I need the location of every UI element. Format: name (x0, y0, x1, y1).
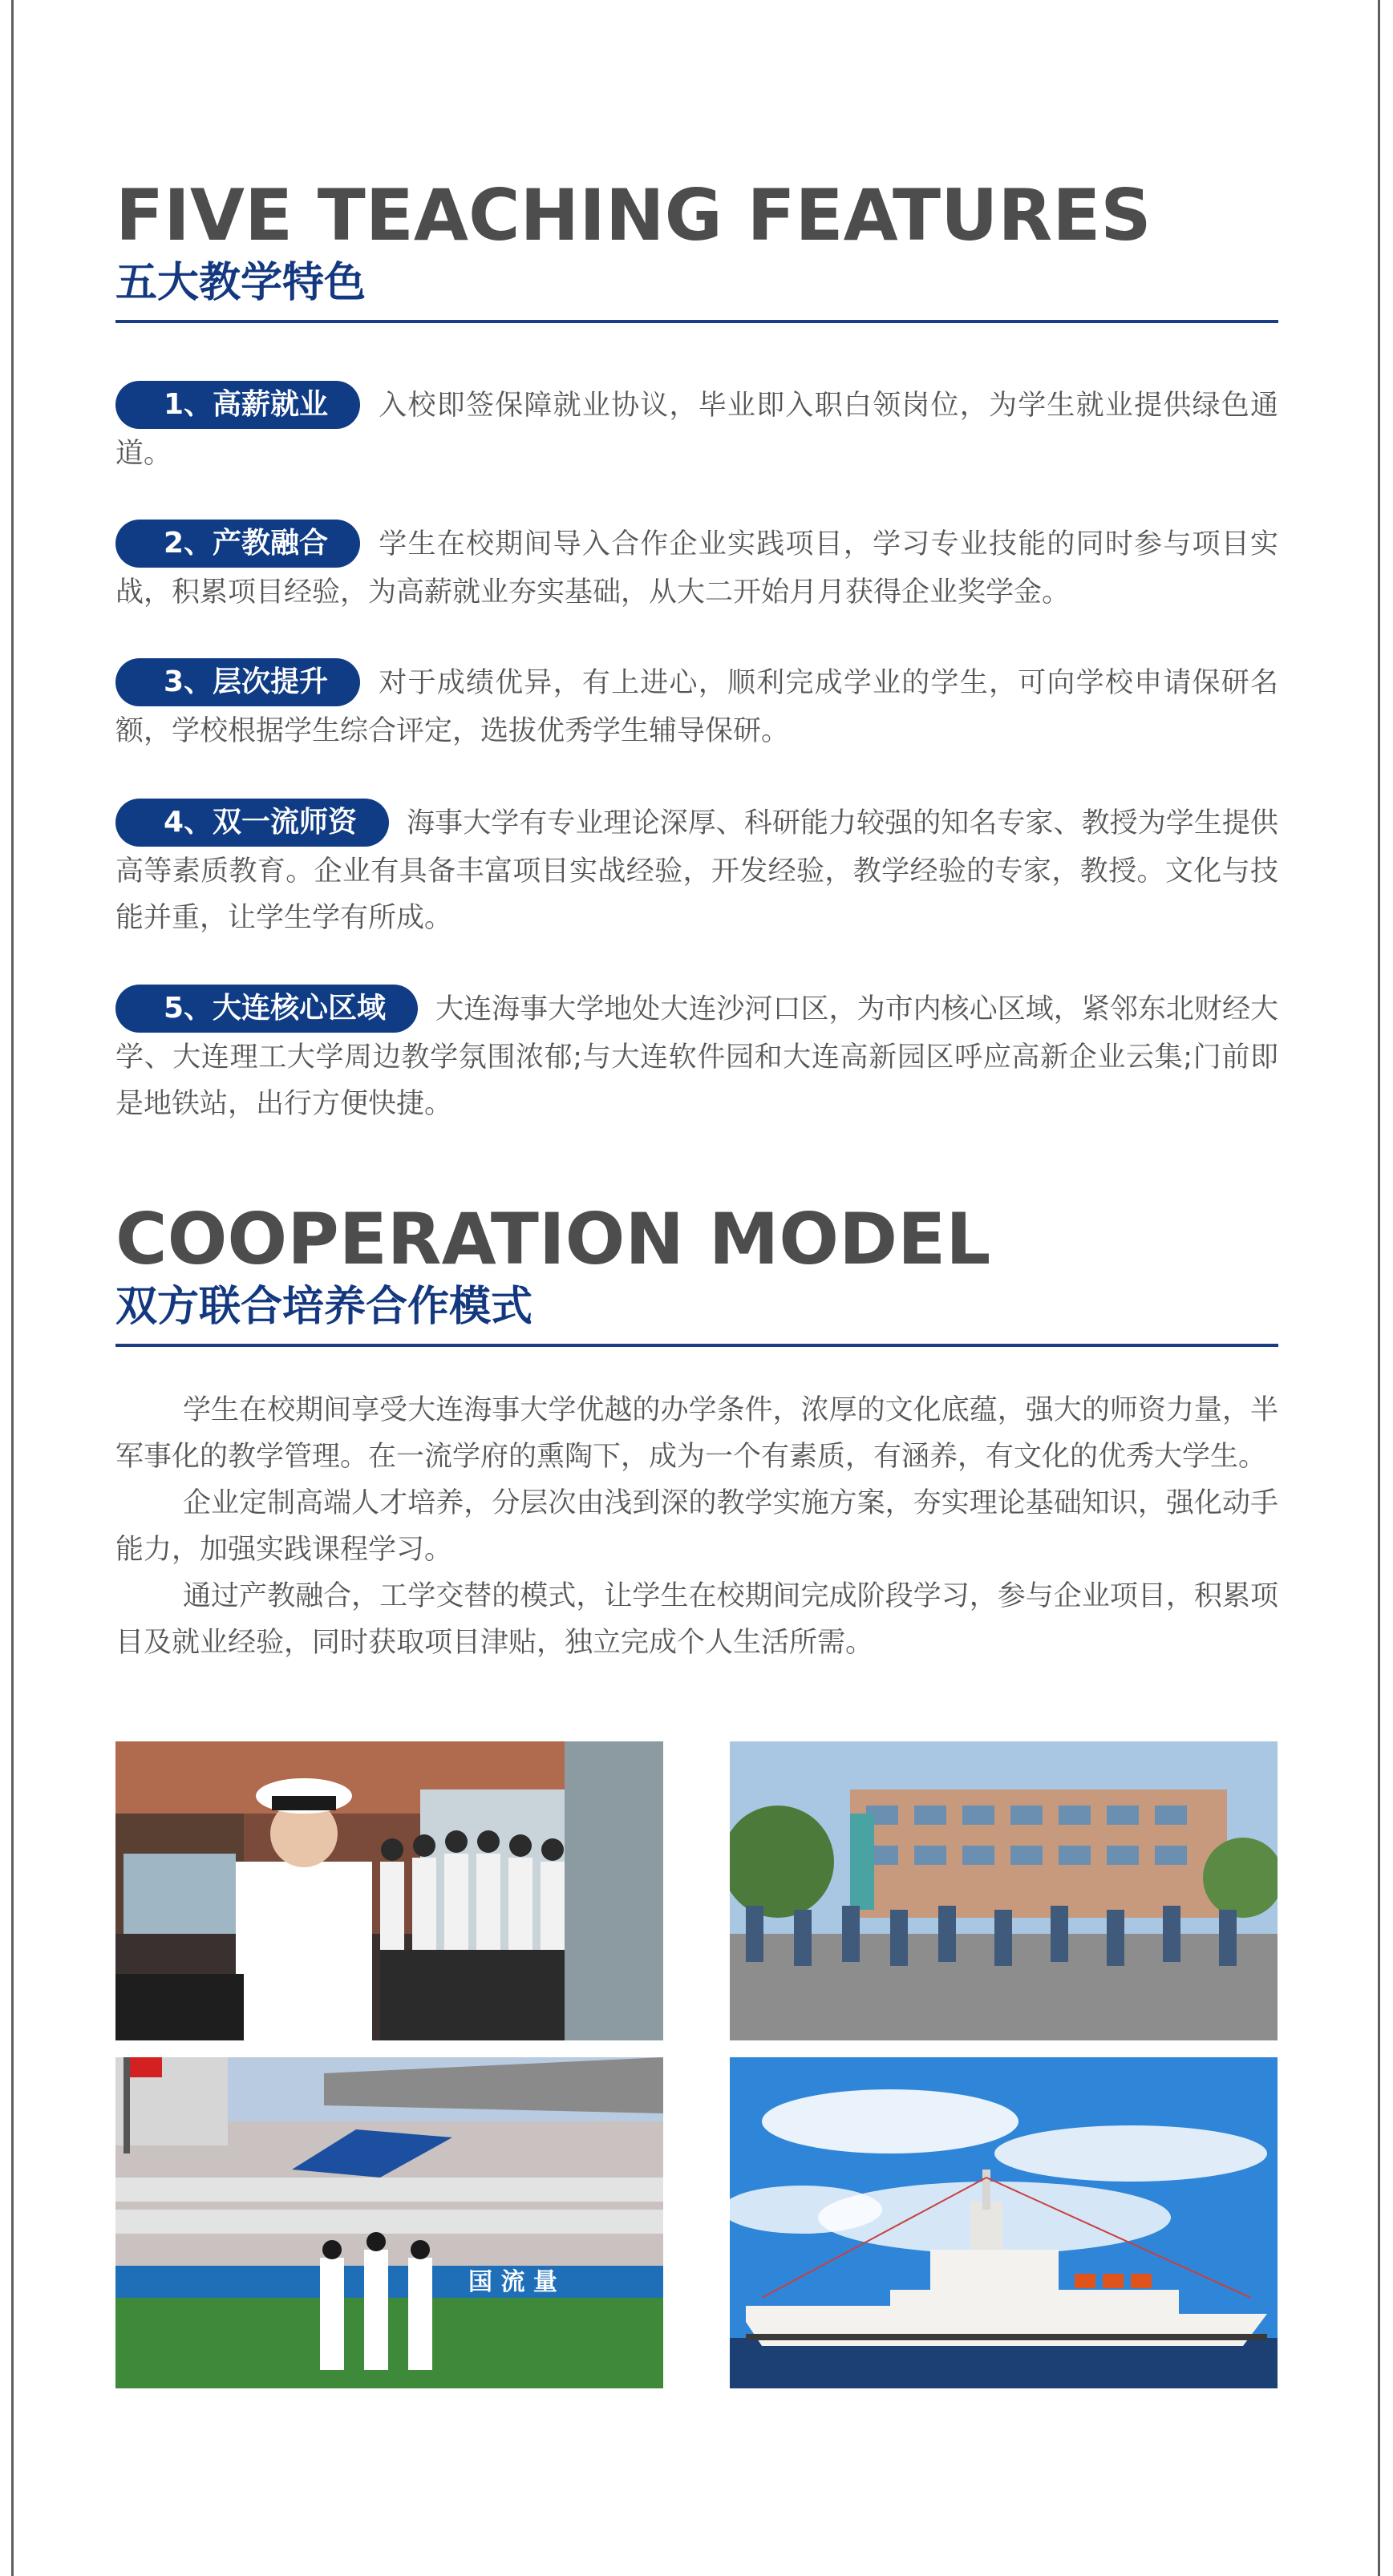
features-title-cn: 五大教学特色 (115, 259, 366, 307)
feature-item-1 (115, 382, 1278, 477)
photo-military-drill (730, 1741, 1278, 2040)
feature-text: 学生在校期间导入合作企业实践项目，学习专业技能的同时参与项目实战，积累项目经验，为高薪就业夯实基础，从大二开始月月获得企业奖学金。 (115, 528, 1278, 609)
feature-item-3 (115, 660, 1278, 754)
section-cooperation-header (115, 1198, 1278, 1347)
cooperation-divider (115, 1344, 1278, 1347)
feature-badge: 4、双一流师资 (115, 799, 389, 847)
feature-text: 大连海事大学地处大连沙河口区，为市内核心区域，紧邻东北财经大学、大连理工大学周边教学氛围浓郁;与大连软件园和大连高新园区呼应高新企业云集;门前即是地铁站，出行方便快捷。 (115, 993, 1278, 1120)
feature-badge: 2、产教融合 (115, 520, 360, 568)
feature-badge: 3、层次提升 (115, 658, 360, 706)
cooperation-paragraph: 企业定制高端人才培养，分层次由浅到深的教学实施方案，夯实理论基础知识，强化动手能力，加强实践课程学习。 (115, 1487, 1278, 1566)
photo-training-ship (730, 2057, 1278, 2388)
feature-badge: 1、高薪就业 (115, 381, 360, 429)
feature-badge: 5、大连核心区域 (115, 985, 418, 1033)
banner-text: 国 流 量 (468, 2268, 557, 2296)
feature-text: 入校即签保障就业协议，毕业即入职白领岗位，为学生就业提供绿色通道。 (115, 390, 1278, 470)
cooperation-body (115, 1387, 1278, 1666)
photo-flag-ceremony (115, 2057, 663, 2388)
cooperation-title-cn: 双方联合培养合作模式 (115, 1283, 533, 1331)
feature-text: 海事大学有专业理论深厚、科研能力较强的知名专家、教授为学生提供高等素质教育。企业有具备丰富项目实战经验，开发经验，教学经验的专家，教授。文化与技能并重，让学生学有所成。 (115, 807, 1278, 934)
feature-item-5 (115, 986, 1278, 1127)
section-features-header (115, 174, 1278, 323)
cooperation-paragraph: 学生在校期间享受大连海事大学优越的办学条件，浓厚的文化底蕴，强大的师资力量，半军事化的教学管理。在一流学府的熏陶下，成为一个有素质，有涵养，有文化的优秀大学生。 (115, 1394, 1278, 1473)
cooperation-title-en: COOPERATION MODEL (115, 1198, 991, 1280)
feature-item-2 (115, 521, 1278, 616)
photo-uniformed-speaker (115, 1741, 663, 2040)
feature-text: 对于成绩优异，有上进心，顺利完成学业的学生，可向学校申请保研名额，学校根据学生综合评定，选拔优秀学生辅导保研。 (115, 667, 1278, 747)
features-divider (115, 320, 1278, 323)
feature-item-4 (115, 800, 1278, 941)
cooperation-paragraph: 通过产教融合，工学交替的模式，让学生在校期间完成阶段学习，参与企业项目，积累项目及就业经验，同时获取项目津贴，独立完成个人生活所需。 (115, 1580, 1278, 1659)
features-title-en: FIVE TEACHING FEATURES (115, 174, 1152, 257)
